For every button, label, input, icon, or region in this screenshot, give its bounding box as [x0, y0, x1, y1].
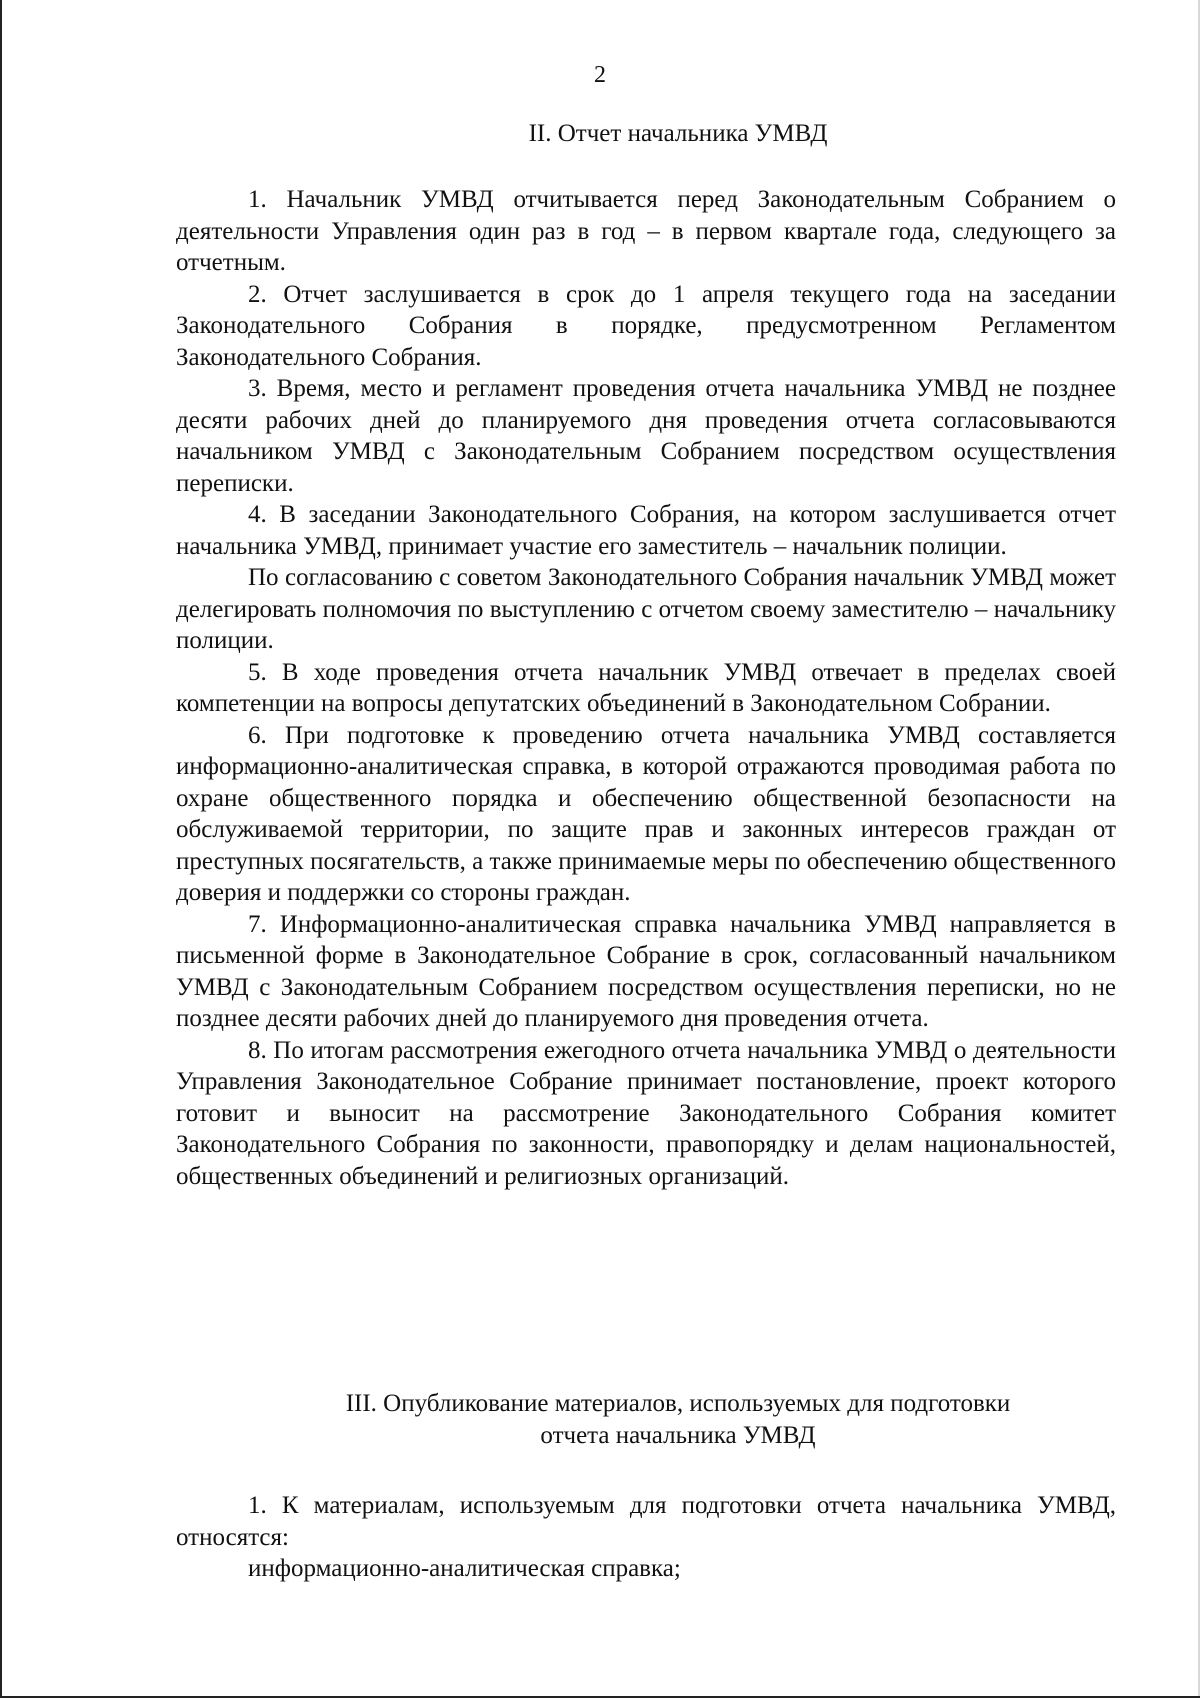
paragraph: 1. К материалам, используемым для подготовки отчета начальника УМВД, относятся: [176, 1492, 1116, 1551]
paragraph: 1. Начальник УМВД отчитывается перед Законодательным Собранием о деятельности Управления один раз в год – в первом квартале года, следующего за отчетным. [176, 186, 1116, 276]
paragraph: 7. Информационно-аналитическая справка начальника УМВД направляется в письменной форме в Законодательное Собрание в срок, согласованный начальником УМВД с Законодательным Собранием посредством осуществления переписки, но не позднее десяти рабочих дней до планируемого дня проведения отчета. [176, 910, 1116, 1032]
section-2-body [176, 184, 1116, 1192]
paragraph: 3. Время, место и регламент проведения отчета начальника УМВД не позднее десяти рабочих дней до планируемого дня проведения отчета согласовываются начальником УМВД с Законодательным Собранием посредством осуществления переписки. [176, 375, 1116, 497]
section-3-body [176, 1490, 1116, 1585]
section-3-title-line-1: III. Опубликование материалов, используемых для подготовки [345, 1390, 1011, 1417]
section-3-title-line-2: отчета начальника УМВД [540, 1421, 816, 1449]
paragraph: По согласованию с советом Законодательного Собрания начальник УМВД может делегировать полномочия по выступлению с отчетом своему заместителю – начальнику полиции. [176, 564, 1116, 654]
section-2-title: II. Отчет начальника УМВД [528, 120, 828, 147]
paragraph: 6. При подготовке к проведению отчета начальника УМВД составляется информационно-аналитическая справка, в которой отражаются проводимая работа по охране общественного порядка и обеспечению общественной безопасности на обслуживаемой территории, по защите прав и законных интересов граждан от преступных посягательств, а также принимаемые меры по обеспечению общественного доверия и поддержки со стороны граждан. [176, 721, 1116, 906]
paragraph: информационно-аналитическая справка; [248, 1555, 681, 1582]
page-number: 2 [594, 62, 606, 88]
paragraph: 5. В ходе проведения отчета начальник УМВД отвечает в пределах своей компетенции на вопросы депутатских объединений в Законодательном Собрании. [176, 658, 1116, 717]
paragraph: 2. Отчет заслушивается в срок до 1 апреля текущего года на заседании Законодательного Собрания в порядке, предусмотренном Регламентом Законодательного Собрания. [176, 280, 1116, 371]
paragraph: 8. По итогам рассмотрения ежегодного отчета начальника УМВД о деятельности Управления Законодательное Собрание принимает постановление, проект которого готовит и выносит на рассмотрение Законодательного Собрания комитет Законодательного Собрания по законности, правопорядку и делам национальностей, общественных объединений и религиозных организаций. [176, 1036, 1116, 1190]
paragraph: 4. В заседании Законодательного Собрания, на котором заслушивается отчет начальника УМВД, принимает участие его заместитель – начальник полиции. [176, 501, 1116, 560]
scan-edge-left [0, 0, 2, 1698]
section-3-title [176, 1388, 1180, 1451]
